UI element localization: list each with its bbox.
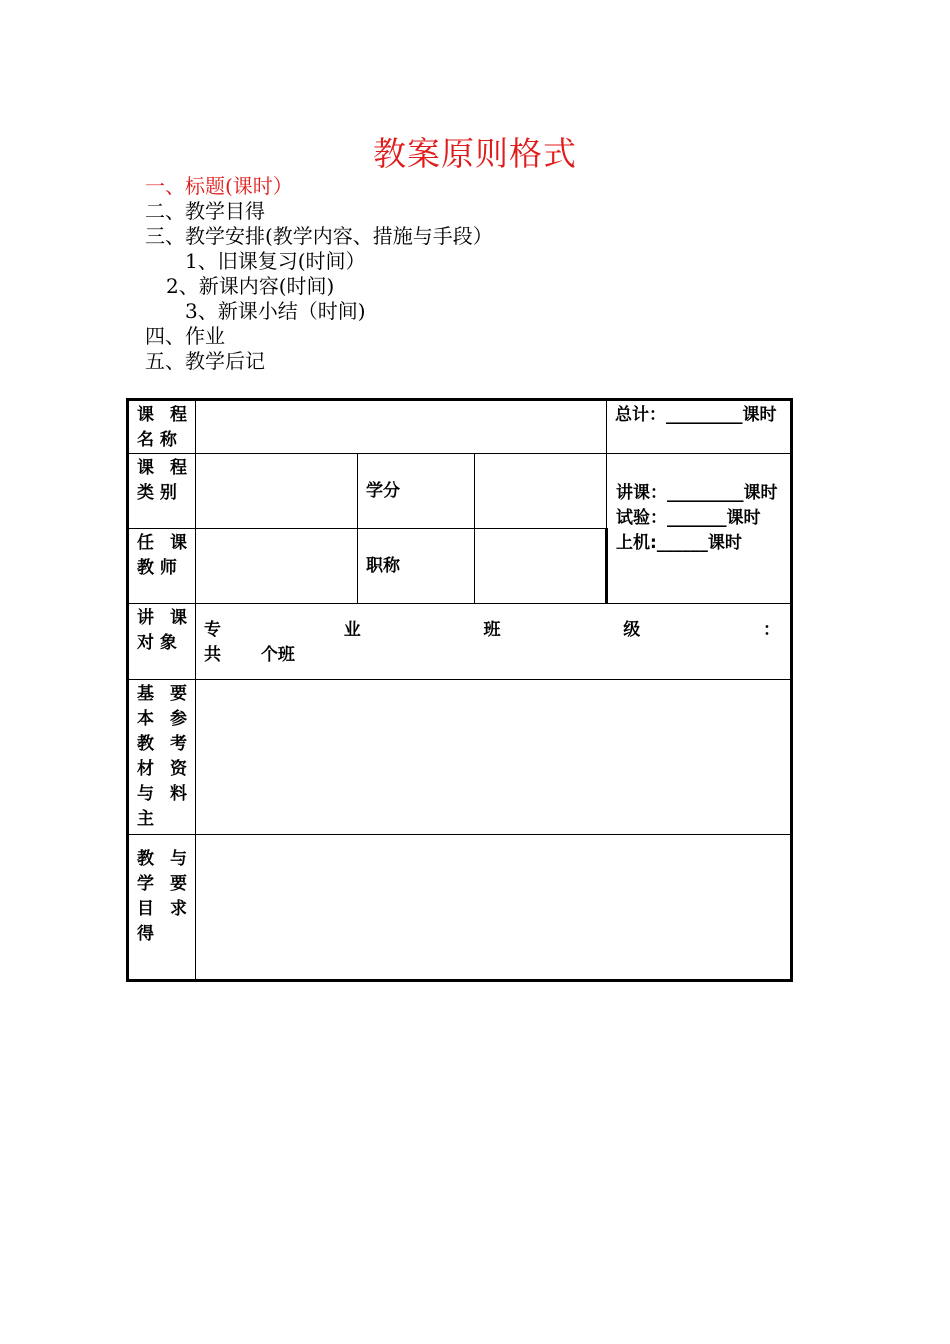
colon: ： xyxy=(763,620,780,640)
course-type-label: 课 程 类 别 xyxy=(128,454,196,529)
major-class-line xyxy=(204,618,780,643)
outline-subitem-review: 1、旧课复习(时间） xyxy=(185,249,366,273)
target-label: 讲 课 对 象 xyxy=(128,604,196,680)
credit-field[interactable] xyxy=(475,454,607,529)
target-field[interactable] xyxy=(196,604,792,680)
lecture-hours: 讲课：_________课时 xyxy=(616,483,778,503)
title-field[interactable] xyxy=(475,529,607,604)
class-char-2: 级 xyxy=(623,620,641,640)
course-name-label: 课 程 名 称 xyxy=(128,400,196,454)
outline-subitem-new-content: 2、新课内容(时间) xyxy=(166,274,335,298)
class-char-1: 班 xyxy=(483,620,501,640)
outline-subitem-summary: 3、新课小结（时间) xyxy=(185,299,366,323)
major-char-1: 专 xyxy=(204,620,221,640)
textbook-field[interactable] xyxy=(196,680,792,835)
credit-label: 学分 xyxy=(358,454,475,529)
outline-item-arrangement: 三、教学安排(教学内容、措施与手段） xyxy=(145,224,493,248)
outline-item-objectives: 二、教学目得 xyxy=(145,199,265,223)
total-hours: 总计：_________课时 xyxy=(607,400,792,454)
outline-item-homework: 四、作业 xyxy=(145,324,225,348)
title-label: 职称 xyxy=(358,529,475,604)
teacher-field[interactable] xyxy=(196,529,358,604)
teacher-label: 任 课 教 师 xyxy=(128,529,196,604)
outline-item-reflection: 五、教学后记 xyxy=(145,349,265,373)
computer-hours: 上机:______课时 xyxy=(616,533,742,553)
course-type-field[interactable] xyxy=(196,454,358,529)
hours-breakdown xyxy=(607,454,792,604)
lab-hours: 试验：_______课时 xyxy=(616,508,761,528)
outline-item-title: 一、标题(课时） xyxy=(145,174,293,198)
objective-field[interactable] xyxy=(196,835,792,981)
document-title: 教案原则格式 xyxy=(373,134,577,173)
major-char-2: 业 xyxy=(343,620,361,640)
objective-label: 教 与 学 要 目 求 得 xyxy=(128,835,196,981)
course-name-field[interactable] xyxy=(196,400,607,454)
lesson-plan-form xyxy=(126,398,793,982)
class-count-line: 共 个班 xyxy=(204,645,295,665)
textbook-label: 基 要 本 参 教 考 材 资 与 料 主 xyxy=(128,680,196,835)
